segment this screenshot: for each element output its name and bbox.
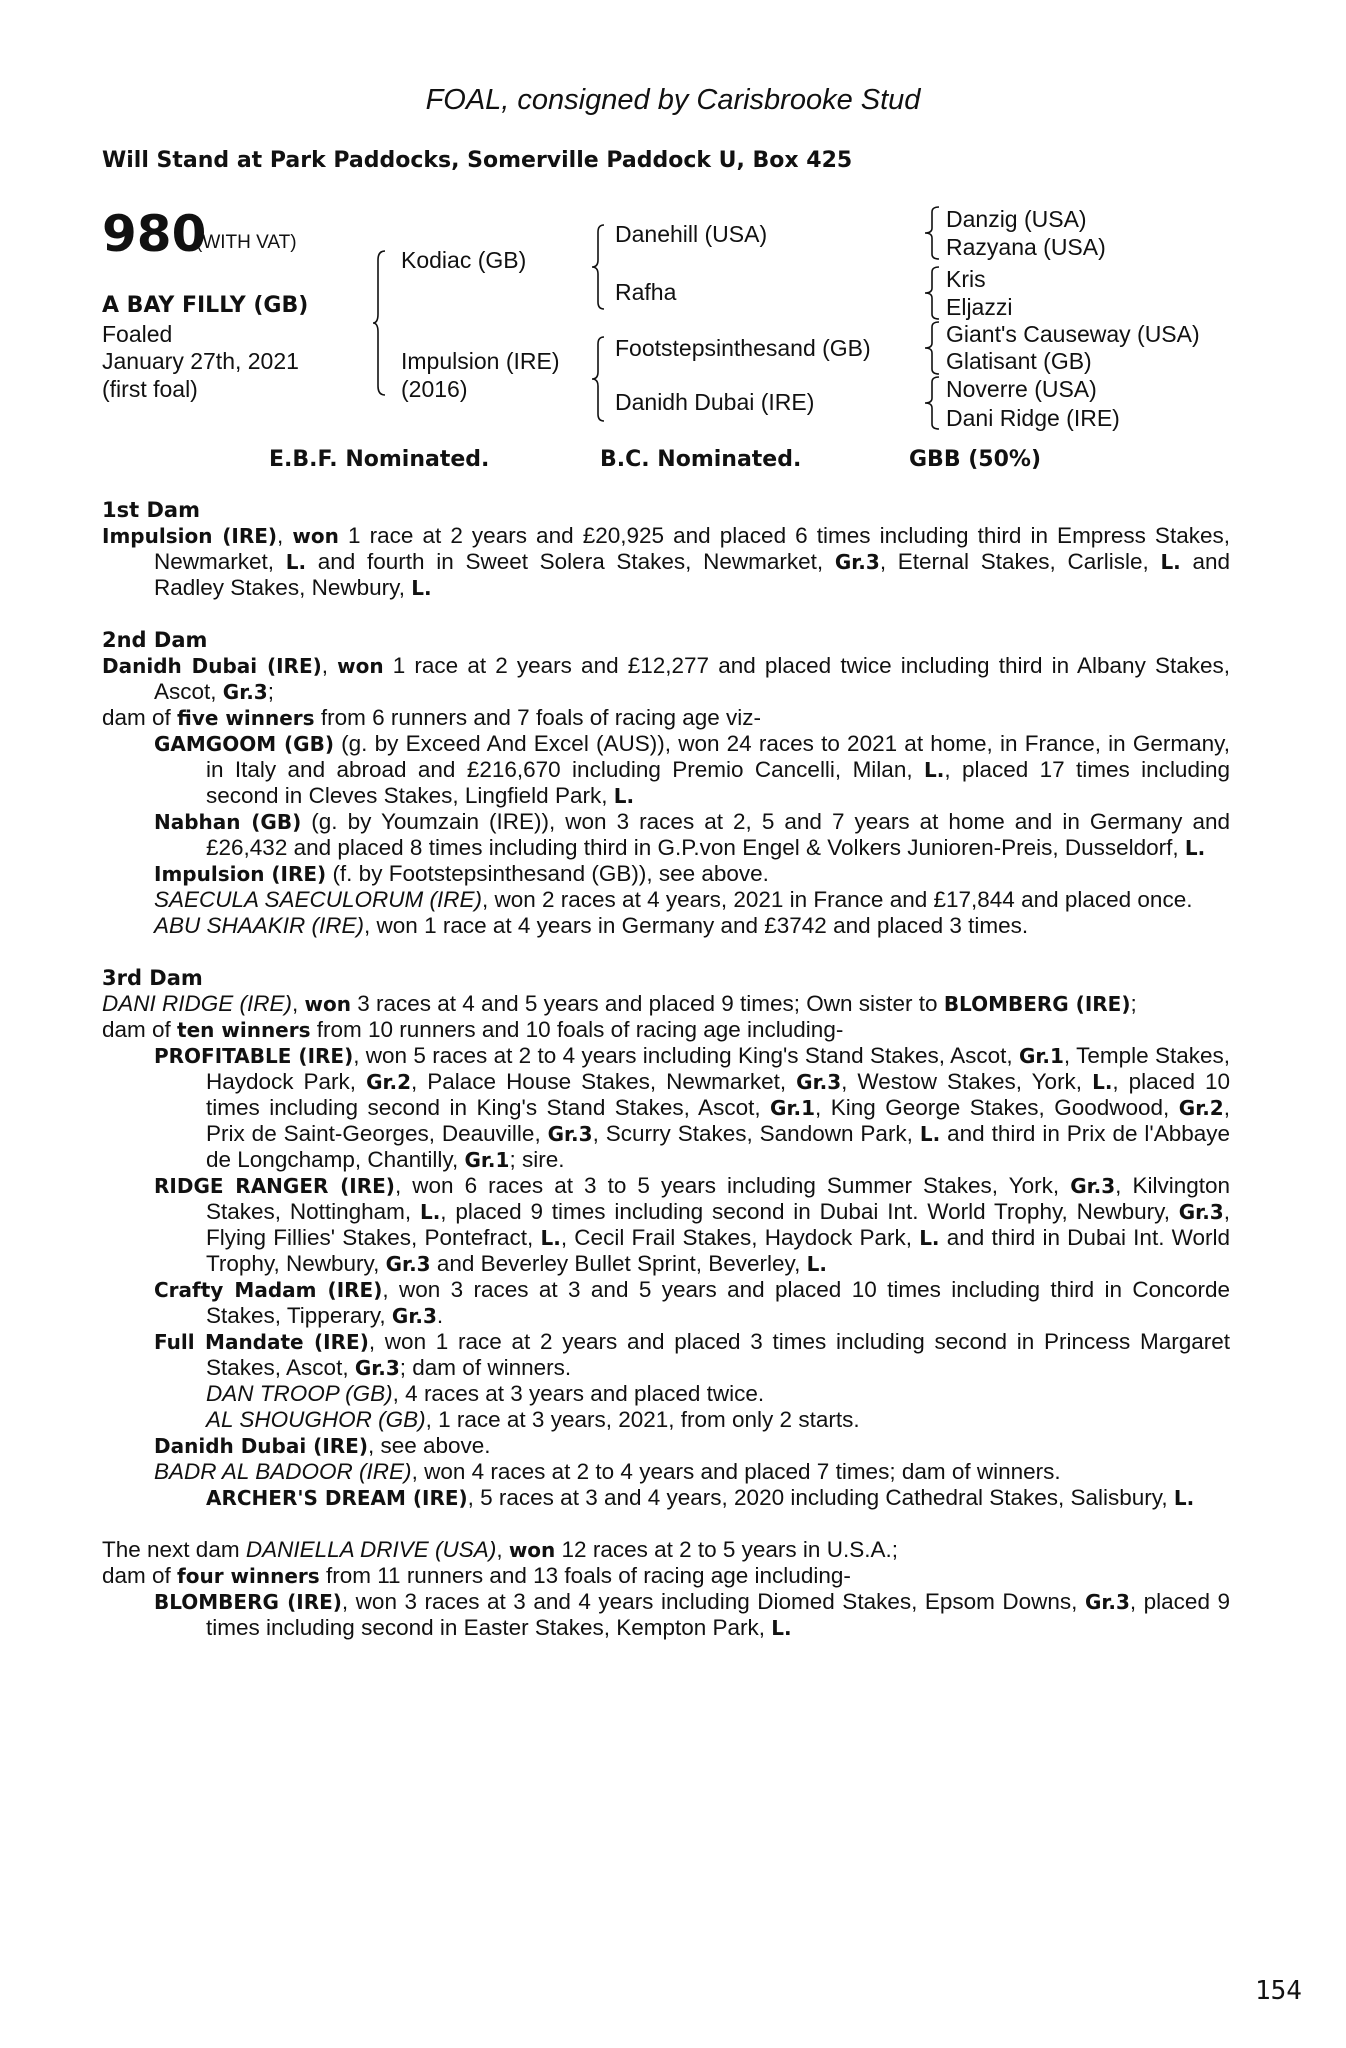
bold-text: L. [806,1252,827,1276]
foaled-label: Foaled [102,321,173,347]
text: ; [267,679,274,704]
bold-text: L. [919,1226,940,1250]
text: , Temple Stakes, Haydock Park, [206,1043,1230,1094]
text: dam of [102,1563,178,1588]
race-record-paragraph [102,1563,1230,1589]
g3-brace-1 [924,206,940,260]
text: and fourth in Sweet Solera Stakes, Newmarket, [306,549,835,574]
bold-text: Danidh Dubai (IRE) [102,654,322,678]
text: , won 5 races at 2 to 4 years including King's Stand Stakes, Ascot, [353,1043,1019,1068]
race-record-paragraph [102,1433,1230,1459]
bold-text: L. [411,576,432,600]
text: dam of [102,1017,178,1042]
bold-text: Gr.1 [770,1096,815,1120]
text: , 1 race at 3 years, 2021, from only 2 starts. [425,1407,860,1432]
bold-text: ARCHER'S DREAM (IRE) [206,1486,468,1510]
italic-text: DAN TROOP (GB) [206,1381,393,1406]
bold-text: RIDGE RANGER (IRE) [154,1174,395,1198]
text: , won 4 races at 2 to 4 years and placed 7 times; dam of winners. [411,1459,1061,1484]
sire-brace [591,224,605,310]
race-record-paragraph [102,1017,1230,1043]
race-record-paragraph [102,1407,1230,1433]
text: , placed 9 times including second in Easter Stakes, Kempton Park, [206,1589,1230,1640]
text: , won 3 races at 3 and 4 years including Diomed Stakes, Epsom Downs, [341,1589,1085,1614]
italic-text: AL SHOUGHOR (GB) [206,1407,426,1432]
text: ; [1130,991,1137,1016]
bold-text: Crafty Madam (IRE) [154,1278,383,1302]
bold-text: Gr.3 [1178,1200,1224,1224]
text: , Kilvington Stakes, Nottingham, [206,1173,1231,1224]
text: , won 3 races at 3 and 5 years and placed 10 times including third in Concorde Stakes, Tipperary, [206,1277,1230,1328]
text: 12 races at 2 to 5 years in U.S.A.; [555,1537,898,1562]
bold-text: Gr.3 [391,1304,437,1328]
bold-text: Gr.1 [1018,1044,1064,1068]
sire-dam: Rafha [615,279,677,305]
stabling-location: Will Stand at Park Paddocks, Somerville Paddock U, Box 425 [102,148,853,173]
race-record-paragraph [102,991,1230,1017]
bold-text: Impulsion (IRE) [154,862,327,886]
bold-text: L. [1173,1486,1195,1510]
race-record-paragraph [102,1043,1230,1173]
gbb-note: GBB (50%) [909,447,1042,472]
race-record-paragraph [102,1277,1230,1329]
text: ; dam of winners. [399,1355,572,1380]
bold-text: Impulsion (IRE) [102,524,278,548]
text: (g. by Youmzain (IRE)), won 3 races at 2, 5 and 7 years at home and in Germany and £26,432 and placed 8 times including third in G.P.von Engel & Volkers Junioren-Preis, Dusseldorf, [206,809,1231,860]
text: , Cecil Frail Stakes, Haydock Park, [560,1225,920,1250]
bold-text: Gr.3 [1070,1174,1116,1198]
page-number: 154 [1255,1976,1302,2006]
text: (g. by Exceed And Excel (AUS)), won 24 races to 2021 at home, in France, in Germany, in Italy and abroad and £216,670 including Premio Cancelli, Milan, [206,731,1230,782]
bold-text: five winners [177,706,315,730]
bold-text: L. [285,550,307,574]
bold-text: L. [919,1122,941,1146]
bold-text: Gr.1 [464,1148,510,1172]
bold-text: PROFITABLE (IRE) [154,1044,354,1068]
race-record-paragraph [102,1589,1230,1641]
vat-note: (WITH VAT) [196,232,297,253]
horse-name: A BAY FILLY (GB) [102,293,309,318]
race-record-paragraph [102,861,1230,887]
italic-text: DANIELLA DRIVE (USA) [245,1537,497,1562]
bold-text: L. [613,784,635,808]
lot-number: 980 [102,205,207,263]
text: ; sire. [509,1147,565,1172]
dam-year: (2016) [401,376,468,402]
dam: Impulsion (IRE) [401,348,560,374]
produce-record [102,497,1230,1641]
bold-text: Gr.2 [366,1070,412,1094]
text: 1 race at 2 years and £12,277 and placed twice including third in Albany Stakes, Ascot, [154,653,1230,704]
bold-text: L. [1184,836,1206,860]
text: (f. by Footstepsinthesand (GB)), see above. [326,861,769,886]
text: from 6 runners and 7 foals of racing age viz- [314,705,762,730]
race-record-paragraph [102,1381,1230,1407]
ebf-nomination: E.B.F. Nominated. [269,447,490,472]
bold-text: L. [1092,1070,1113,1094]
bold-text: Danidh Dubai (IRE) [154,1434,368,1458]
italic-text: DANI RIDGE (IRE) [102,991,293,1016]
section-heading: 2nd Dam [102,628,208,652]
ancestor-g3: Noverre (USA) [946,376,1097,402]
text: , placed 17 times including second in Cleves Stakes, Lingfield Park, [206,757,1230,808]
section-heading: 3rd Dam [102,966,203,990]
bold-text: four winners [177,1564,320,1588]
ancestor-g3: Kris [946,266,986,292]
ancestor-g3: Dani Ridge (IRE) [946,405,1120,431]
g3-brace-4 [924,376,940,430]
dam-section [102,1511,1230,1641]
bold-text: won [337,654,384,678]
text: , won 1 race at 2 years and placed 3 times including second in Princess Margaret Stakes, Ascot, [206,1329,1230,1380]
text: , won 6 races at 3 to 5 years including Summer Stakes, York, [394,1173,1071,1198]
bold-text: L. [419,1200,441,1224]
race-record-paragraph [102,1459,1230,1485]
race-record-paragraph [102,1485,1230,1511]
bold-text: L. [540,1226,561,1250]
ancestor-g3: Glatisant (GB) [946,348,1092,374]
text: and Beverley Bullet Sprint, Beverley, [430,1251,807,1276]
bold-text: L. [771,1616,792,1640]
text: , won 2 races at 4 years, 2021 in France and £17,844 and placed once. [481,887,1193,912]
race-record-paragraph [102,1537,1230,1563]
race-record-paragraph [102,731,1230,809]
italic-text: ABU SHAAKIR (IRE) [154,913,365,938]
text: from 10 runners and 10 foals of racing age including- [310,1017,844,1042]
text: and third in Dubai Int. World Trophy, Newbury, [206,1225,1231,1276]
text: , won 1 race at 4 years in Germany and £3742 and placed 3 times. [364,913,1029,938]
bold-text: Gr.2 [1178,1096,1224,1120]
text: from 11 runners and 13 foals of racing age including- [319,1563,851,1588]
text: and Radley Stakes, Newbury, [154,549,1231,600]
dam-section [102,939,1230,1511]
text: , Palace House Stakes, Newmarket, [411,1069,797,1094]
race-record-paragraph [102,809,1230,861]
text: , Flying Fillies' Stakes, Pontefract, [206,1199,1230,1250]
text: , [496,1537,509,1562]
bold-text: Gr.3 [222,680,268,704]
section-heading: 1st Dam [102,498,200,522]
dam-brace [591,336,605,422]
foaled-date: January 27th, 2021 [102,348,299,374]
text: and third in Prix de l'Abbaye de Longchamp, Chantilly, [206,1121,1231,1172]
race-record-paragraph [102,1173,1230,1277]
bold-text: GAMGOOM (GB) [154,732,334,756]
bold-text: Gr.3 [354,1356,400,1380]
bold-text: Gr.3 [796,1070,842,1094]
bold-text: Gr.3 [834,550,880,574]
bold-text: Gr.3 [1084,1590,1130,1614]
text: 3 races at 4 and 5 years and placed 9 times; Own sister to [351,991,944,1016]
text: , see above. [367,1433,491,1458]
ancestor-g3: Danzig (USA) [946,206,1087,232]
text: , 4 races at 3 years and placed twice. [392,1381,765,1406]
catalogue-title: FOAL, consigned by Carisbrooke Stud [425,84,921,116]
race-record-paragraph [102,913,1230,939]
race-record-paragraph [102,653,1230,705]
bold-text: Gr.3 [547,1122,593,1146]
foal-note: (first foal) [102,376,198,402]
bold-text: Nabhan (GB) [154,810,302,834]
pedigree-brace [372,250,386,396]
text: . [436,1303,444,1328]
text: , Westow Stakes, York, [841,1069,1093,1094]
dam-sire: Footstepsinthesand (GB) [615,335,871,361]
text: , [277,523,293,548]
text: , Scurry Stakes, Sandown Park, [592,1121,920,1146]
ancestor-g3: Giant's Causeway (USA) [946,321,1200,347]
italic-text: SAECULA SAECULORUM (IRE) [154,887,482,912]
sire-sire: Danehill (USA) [615,221,768,247]
text: , Eternal Stakes, Carlisle, [879,549,1161,574]
text: , [292,991,305,1016]
race-record-paragraph [102,1329,1230,1381]
bc-nomination: B.C. Nominated. [600,447,802,472]
dam-section [102,601,1230,939]
text: , Prix de Saint-Georges, Deauville, [206,1095,1230,1146]
ancestor-g3: Eljazzi [946,294,1013,320]
bold-text: BLOMBERG (IRE) [943,992,1131,1016]
text: , 5 races at 3 and 4 years, 2020 including Cathedral Stakes, Salisbury, [467,1485,1174,1510]
text: dam of [102,705,178,730]
text: , [321,653,338,678]
sire: Kodiac (GB) [401,247,527,273]
bold-text: won [292,524,339,548]
race-record-paragraph [102,523,1230,601]
bold-text: BLOMBERG (IRE) [154,1590,342,1614]
dam-dam: Danidh Dubai (IRE) [615,389,815,415]
race-record-paragraph [102,887,1230,913]
text: The next dam [102,1537,246,1562]
italic-text: BADR AL BADOOR (IRE) [154,1459,412,1484]
ancestor-g3: Razyana (USA) [946,234,1106,260]
dam-section [102,497,1230,601]
race-record-paragraph [102,705,1230,731]
bold-text: Full Mandate (IRE) [154,1330,369,1354]
g3-brace-3 [924,321,940,375]
text: , King George Stakes, Goodwood, [815,1095,1179,1120]
text: , placed 10 times including second in King's Stand Stakes, Ascot, [206,1069,1231,1120]
bold-text: L. [923,758,945,782]
g3-brace-2 [924,266,940,320]
bold-text: Gr.3 [385,1252,431,1276]
text: 1 race at 2 years and £20,925 and placed 6 times including third in Empress Stakes, Newmarket, [154,523,1230,574]
bold-text: won [304,992,351,1016]
bold-text: L. [1160,550,1181,574]
text: , placed 9 times including second in Dubai Int. World Trophy, Newbury, [440,1199,1179,1224]
bold-text: ten winners [177,1018,311,1042]
bold-text: won [508,1538,556,1562]
